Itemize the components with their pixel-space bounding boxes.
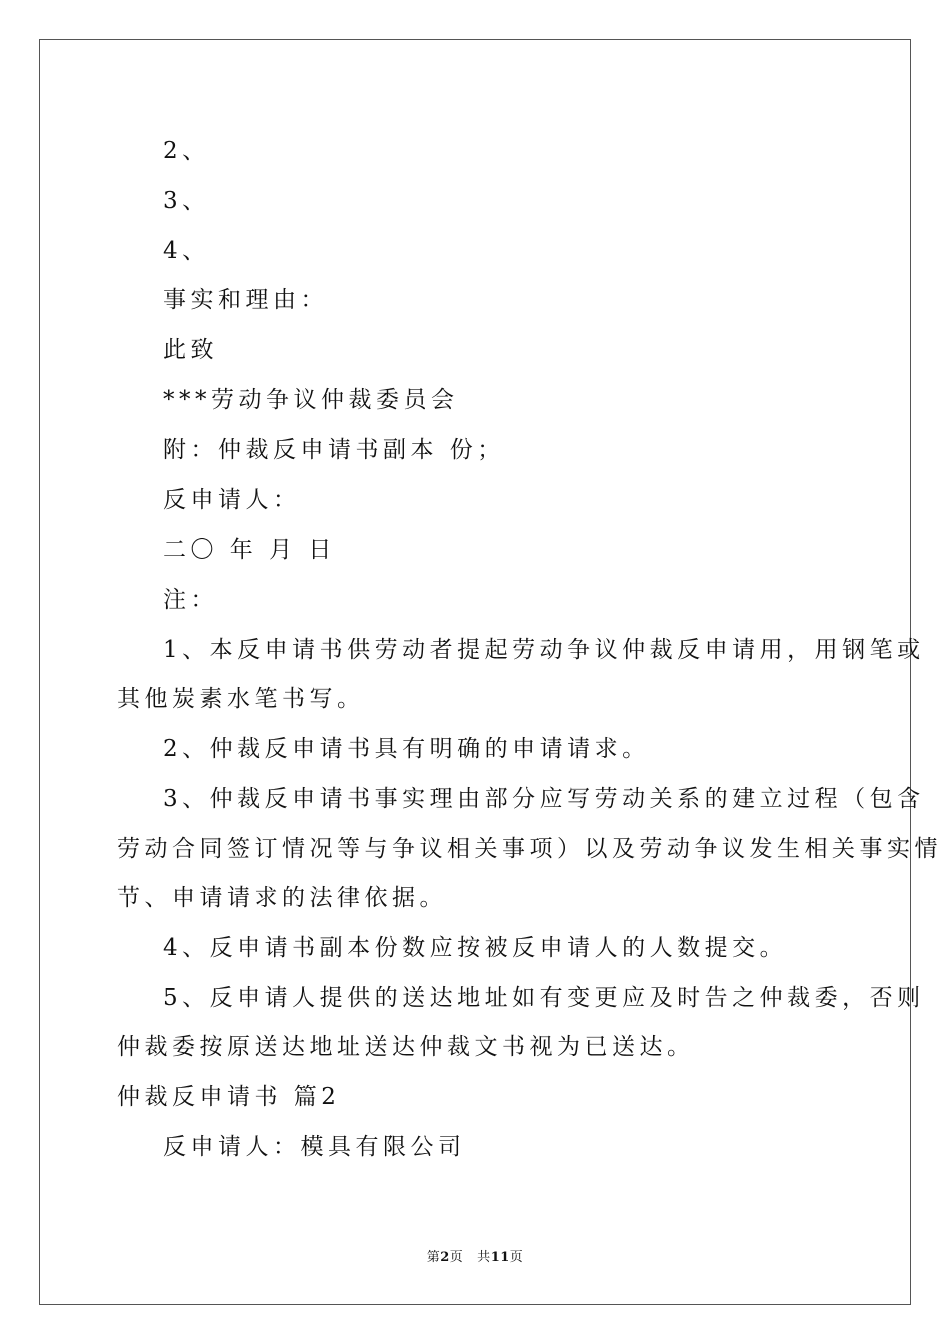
salutation: 此致 xyxy=(163,337,218,363)
applicant-signature: 反申请人： xyxy=(163,487,301,513)
current-page-number: 2 xyxy=(440,1250,450,1265)
list-item-2: 2、 xyxy=(163,138,210,164)
note-3: 3、仲裁反申请书事实理由部分应写劳动关系的建立过程（包含 xyxy=(163,786,925,812)
note-2: 2、仲裁反申请书具有明确的申请请求。 xyxy=(163,736,650,762)
note-5-cont: 仲裁委按原送达地址送达仲裁文书视为已送达。 xyxy=(117,1034,695,1060)
recipient: ***劳动争议仲裁委员会 xyxy=(163,387,459,413)
total-pages-number: 11 xyxy=(490,1250,510,1265)
note-3-cont-1: 劳动合同签订情况等与争议相关事项）以及劳动争议发生相关事实情 xyxy=(117,836,942,862)
date-line: 二〇 年 月 日 xyxy=(163,537,336,563)
note-1-cont: 其他炭素水笔书写。 xyxy=(117,686,365,712)
footer-total-suffix: 页 xyxy=(509,1250,524,1265)
page-border xyxy=(39,39,911,1305)
footer-total-prefix: 共 xyxy=(477,1250,491,1265)
facts-heading: 事实和理由： xyxy=(163,287,328,313)
note-5: 5、反申请人提供的送达地址如有变更应及时告之仲裁委，否则 xyxy=(163,985,925,1011)
list-item-4: 4、 xyxy=(163,238,210,264)
list-item-3: 3、 xyxy=(163,188,210,214)
note-4: 4、反申请书副本份数应按被反申请人的人数提交。 xyxy=(163,935,788,961)
page-footer xyxy=(0,1250,950,1266)
section-title: 仲裁反申请书 篇2 xyxy=(117,1084,341,1110)
note-3-cont-2: 节、申请请求的法律依据。 xyxy=(117,885,447,911)
footer-prefix: 第 xyxy=(426,1250,441,1265)
applicant-line: 反申请人：模具有限公司 xyxy=(163,1134,466,1160)
attachment-line: 附：仲裁反申请书副本 份； xyxy=(163,437,505,463)
notes-heading: 注： xyxy=(163,587,218,613)
note-1: 1、本反申请书供劳动者提起劳动争议仲裁反申请用，用钢笔或 xyxy=(163,637,925,663)
footer-page-suffix: 页 xyxy=(449,1250,464,1265)
